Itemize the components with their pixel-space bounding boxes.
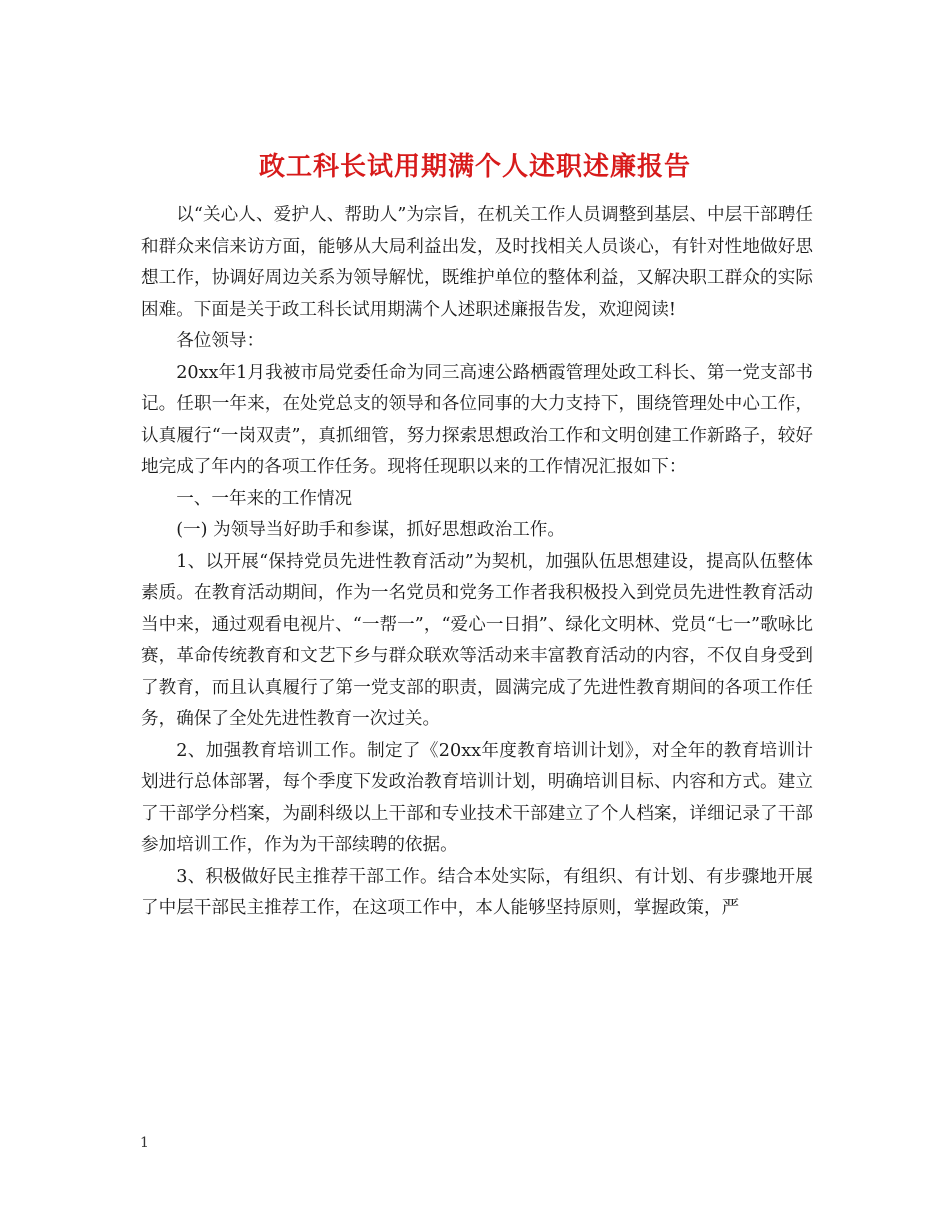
subsection-heading: (一) 为领导当好助手和参谋，抓好思想政治工作。 — [176, 520, 565, 540]
document-body — [141, 200, 813, 925]
intro-paragraph: 以“关心人、爱护人、帮助人”为宗旨，在机关工作人员调整到基层、中层干部聘任和群众来信来访方面，能够从大局利益出发，及时找相关人员谈心，有针对性地做好思想工作，协调好周边关系为领导解忧，既维护单位的整体利益，又解决职工群众的实际困难。下面是关于政工科长试用期满个人述职述廉报告发，欢迎阅读! — [141, 205, 813, 320]
document-title: 政工科长试用期满个人述职述廉报告 — [258, 152, 691, 183]
work-item-1: 1、以开展“保持党员先进性教育活动”为契机，加强队伍思想建设，提高队伍整体素质。在教育活动期间，作为一名党员和党务工作者我积极投入到党员先进性教育活动当中来，通过观看电视片、“一帮一”，“爱心一日捐”、绿化文明林、党员“七一”歌咏比赛，革命传统教育和文艺下乡与群众联欢等活动来丰富教育活动的内容，不仅自身受到了教育，而且认真履行了第一党支部的职责，圆满完成了先进性教育期间的各项工作任务，确保了全处先进性教育一次过关。 — [141, 551, 813, 729]
salutation: 各位领导： — [176, 331, 265, 351]
section-heading: 一、一年来的工作情况 — [176, 488, 353, 509]
opening-paragraph: 20xx年1月我被市局党委任命为同三高速公路栖霞管理处政工科长、第一党支部书记。任职一年来，在处党总支的领导和各位同事的大力支持下，围绕管理处中心工作，认真履行“一岗双责”，真抓细管，努力探索思想政治工作和文明创建工作新路子，较好地完成了年内的各项工作任务。现将任现职以来的工作情况汇报如下： — [141, 362, 813, 477]
work-item-2: 2、加强教育培训工作。制定了《20xx年度教育培训计划》，对全年的教育培训计划进行总体部署，每个季度下发政治教育培训计划，明确培训目标、内容和方式。建立了干部学分档案，为副科级以上干部和专业技术干部建立了个人档案，详细记录了干部参加培训工作，作为为干部续聘的依据。 — [141, 740, 813, 855]
work-item-3: 3、积极做好民主推荐干部工作。结合本处实际，有组织、有计划、有步骤地开展了中层干部民主推荐工作，在这项工作中，本人能够坚持原则，掌握政策，严 — [141, 866, 813, 918]
page-number: 1 — [140, 1135, 149, 1151]
